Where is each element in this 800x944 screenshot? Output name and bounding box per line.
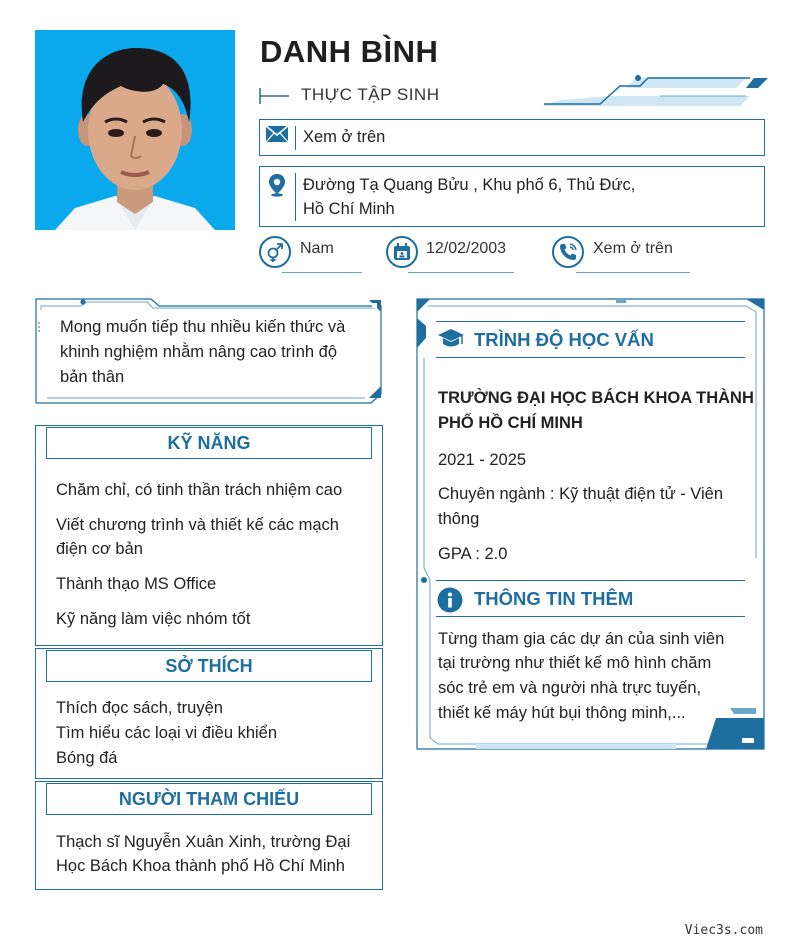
extra-line-2: tại trường như thiết kế mô hình chăm [438,654,712,672]
extra-line-4: thiết kế máy hút bụi thông minh,... [438,704,686,722]
phone-text: Xem ở trên [593,240,673,257]
objective-line-3: bản thân [60,368,125,386]
skills-heading: KỸ NĂNG [46,427,372,459]
education-heading: TRÌNH ĐỘ HỌC VẤN [474,329,654,350]
email-text: Xem ở trên [303,128,386,146]
skill-item-3: Thành thạo MS Office [56,575,217,593]
education-top-line [436,321,745,322]
calendar-icon [386,236,418,268]
title-decoration-icon [259,86,291,106]
gender-text: Nam [300,240,334,257]
watermark: Viec3s.com [684,923,763,938]
major-line-2: thông [438,510,480,528]
extra-line-1: Từng tham gia các dự án của sinh viên [438,630,725,648]
hobby-item-3: Bóng đá [56,749,118,767]
school-name-line-2: PHỐ HỒ CHÍ MINH [438,414,583,432]
education-bottom-line [436,357,745,358]
email-box [259,119,765,156]
address-line-2: Hồ Chí Minh [303,200,395,218]
phone-underline [576,272,690,273]
birthdate-text: 12/02/2003 [426,240,507,257]
circuit-decoration-icon [540,74,770,114]
objective-line-2: khinh nghiệm nhằm nâng cao trình độ [60,343,338,361]
objective-line-1: Mong muốn tiếp thu nhiều kiến thức và [60,318,346,336]
school-name-line-1: TRƯỜNG ĐẠI HỌC BÁCH KHOA THÀNH [438,389,754,407]
birthdate-underline [408,272,514,273]
extra-top-line [436,580,745,581]
references-heading: NGƯỜI THAM CHIẾU [46,783,372,815]
address-box [259,166,765,227]
hobbies-heading: SỞ THÍCH [46,650,372,682]
skill-item-4: Kỹ năng làm việc nhóm tốt [56,610,251,628]
major-line-1: Chuyên ngành : Kỹ thuật điện tử - Viên [438,485,724,503]
info-icon [437,587,463,613]
reference-line-1: Thạch sĩ Nguyễn Xuân Xinh, trường Đại [56,833,351,851]
mail-icon [260,120,294,155]
education-years: 2021 - 2025 [438,451,527,469]
job-title: THỰC TẬP SINH [301,85,440,104]
extra-bottom-line [436,616,745,617]
graduation-cap-icon [437,327,465,351]
skill-item-2-line-1: Viết chương trình và thiết kế các mạch [56,516,339,534]
address-line-1: Đường Tạ Quang Bửu , Khu phố 6, Thủ Đức, [303,176,636,194]
skill-item-1: Chăm chỉ, có tinh thần trách nhiệm cao [56,481,343,499]
gender-icon [259,236,291,268]
extra-line-3: sóc trẻ em và người nhà trực tuyến, [438,679,702,697]
location-pin-icon [260,167,294,226]
phone-icon [552,236,584,268]
gpa-text: GPA : 2.0 [438,545,508,563]
skill-item-2-line-2: điện cơ bản [56,540,143,558]
profile-photo [35,30,235,230]
extra-heading: THÔNG TIN THÊM [474,588,634,609]
hobby-item-1: Thích đọc sách, truyện [56,699,223,717]
reference-line-2: Học Bách Khoa thành phố Hồ Chí Minh [56,857,345,875]
hobby-item-2: Tìm hiểu các loại vi điều khiển [56,724,278,742]
candidate-name: DANH BÌNH [260,34,439,69]
gender-underline [282,272,362,273]
